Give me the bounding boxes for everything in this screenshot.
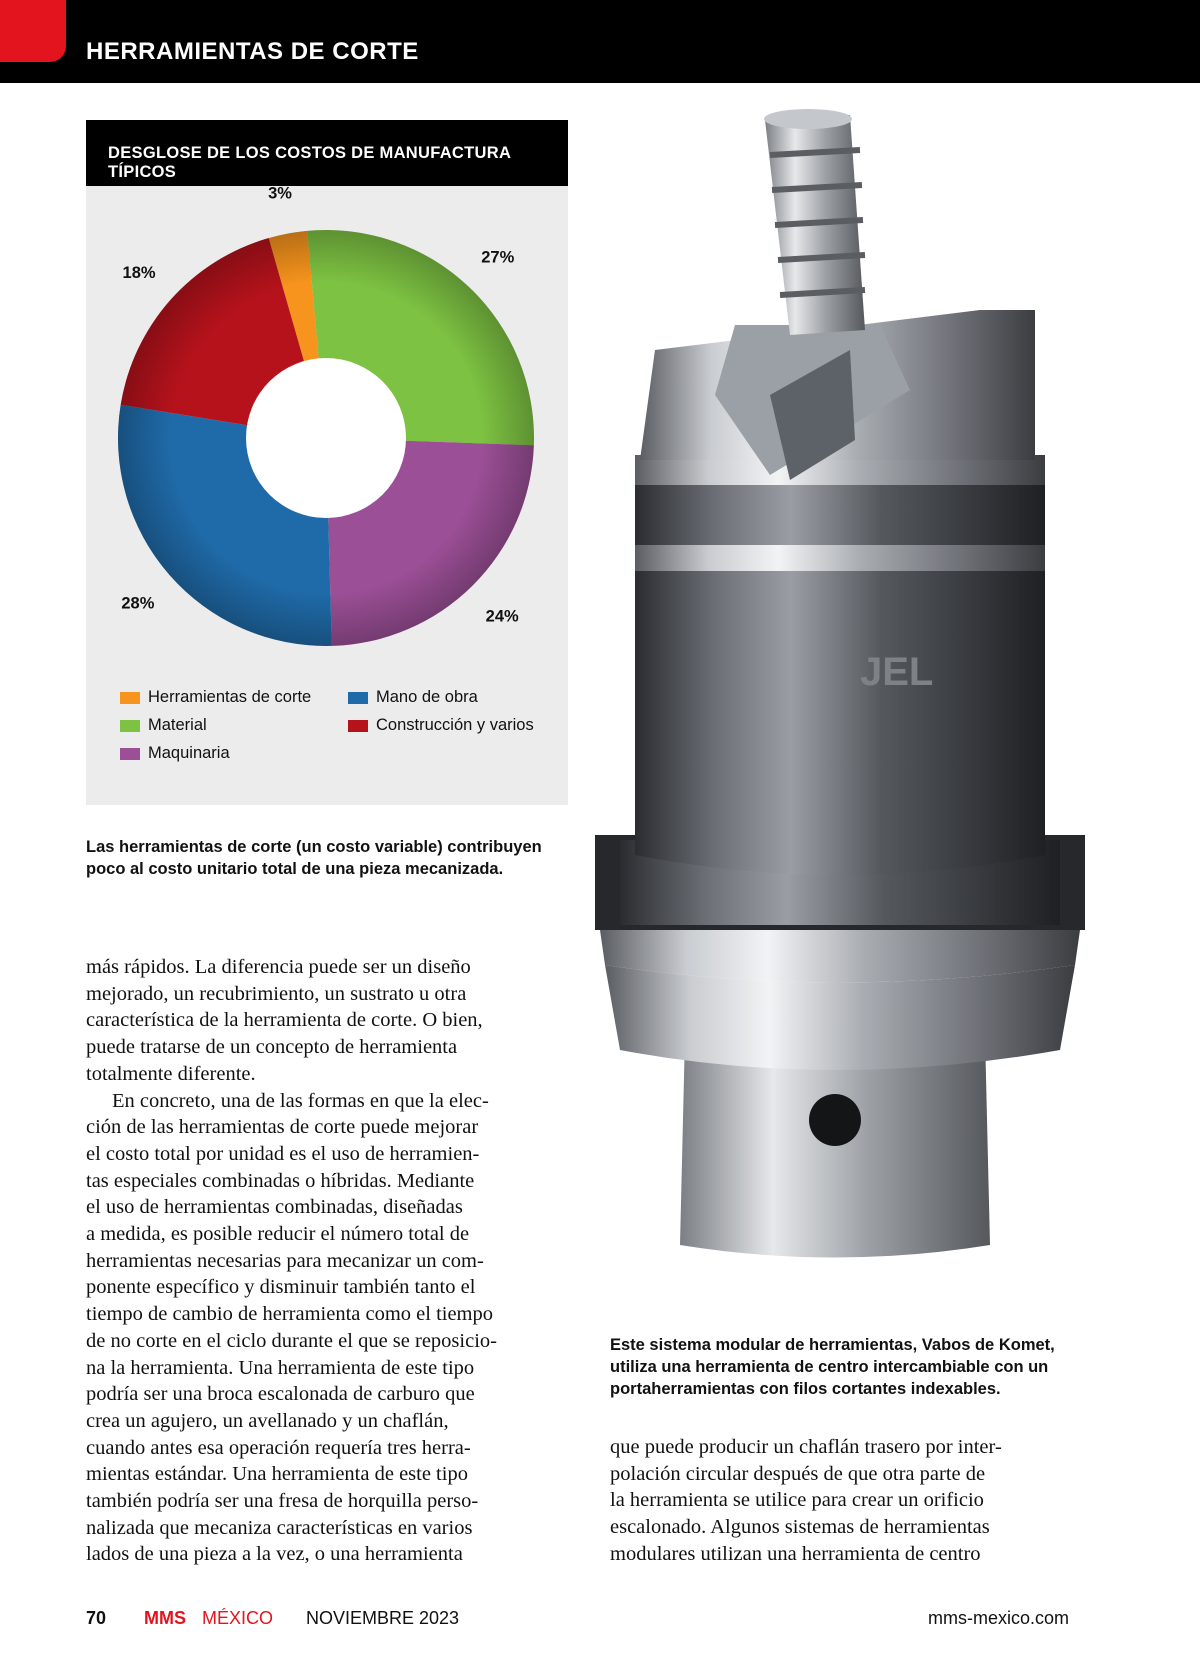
chart-title: DESGLOSE DE LOS COSTOS DE MANUFACTURA TÍPICOS: [86, 120, 568, 186]
text-line: na la herramienta. Una herramienta de este tipo: [86, 1356, 475, 1379]
text-line: el uso de herramientas combinadas, diseñadas: [86, 1196, 463, 1219]
section-color-tab: [0, 0, 66, 62]
slice-label: 28%: [121, 594, 155, 613]
legend-label: Herramientas de corte: [148, 688, 312, 706]
legend-item: [348, 688, 478, 707]
slice-label: 24%: [485, 607, 519, 626]
slice-label: 27%: [481, 248, 515, 267]
footer-brand-bold: MMS: [144, 1608, 186, 1628]
footer-brand-light: MÉXICO: [202, 1608, 274, 1628]
legend-label: Maquinaria: [148, 744, 230, 762]
text-line: característica de la herramienta de corte. O bien,: [86, 1009, 483, 1032]
paragraph: [86, 1088, 566, 1569]
legend-label: Mano de obra: [376, 688, 478, 706]
page-number: 70: [86, 1608, 107, 1628]
legend-item: [120, 688, 311, 707]
chart-caption: Las herramientas de corte (un costo variable) contribuyen poco al costo unitario total de una pieza mecanizada.: [86, 838, 542, 878]
text-line: polación circular después de que otra parte de: [610, 1462, 986, 1485]
text-line: que puede producir un chaflán trasero por inter-: [610, 1436, 1002, 1458]
text-line: puede tratarse de un concepto de herramienta: [86, 1036, 458, 1059]
legend-label: Construcción y varios: [376, 716, 534, 734]
text-line: ponente específico y disminuir también tanto el: [86, 1276, 476, 1299]
legend-swatch: [120, 748, 140, 760]
slice-label: 3%: [268, 184, 292, 203]
text-line: tiempo de cambio de herramienta como el tiempo: [86, 1303, 494, 1326]
legend-swatch: [120, 692, 140, 704]
text-line: lados de una pieza a la vez, o una herramienta: [86, 1543, 463, 1566]
legend-label: Material: [148, 716, 207, 734]
text-line: tas especiales combinadas o híbridas. Mediante: [86, 1169, 475, 1192]
text-line: nalizada que mecaniza características en varios: [86, 1516, 473, 1539]
text-line: más rápidos. La diferencia puede ser un diseño: [86, 956, 471, 978]
paragraph: [86, 954, 566, 1088]
legend-item: [120, 744, 230, 763]
section-title: HERRAMIENTAS DE CORTE: [86, 38, 419, 65]
modular-tool-holder-image: [590, 95, 1090, 1265]
legend-item: [120, 716, 207, 735]
text-line: totalmente diferente.: [86, 1062, 256, 1085]
tool-holder-illustration: [590, 95, 1090, 1265]
brand-engraving: JEL: [860, 650, 934, 694]
legend-swatch: [348, 720, 368, 732]
text-line: modulares utilizan una herramienta de centro: [610, 1542, 981, 1565]
text-line: ción de las herramientas de corte puede mejorar: [86, 1116, 479, 1139]
legend-swatch: [348, 692, 368, 704]
right-article-column: [610, 1434, 1090, 1568]
left-article-column: [86, 954, 566, 1568]
text-line: crea un agujero, un avellanado y un chaflán,: [86, 1409, 449, 1432]
footer-issue: NOVIEMBRE 2023: [306, 1608, 460, 1628]
text-line: En concreto, una de las formas en que la elec-: [112, 1089, 489, 1112]
legend-swatch: [120, 720, 140, 732]
text-line: cuando antes esa operación requería tres herra-: [86, 1436, 471, 1459]
cost-breakdown-chart-panel: [86, 120, 568, 805]
text-line: escalonado. Algunos sistemas de herramientas: [610, 1516, 990, 1539]
donut-hole: [246, 358, 406, 518]
slice-label: 18%: [122, 264, 156, 283]
photo-caption: Este sistema modular de herramientas, Vabos de Komet, utiliza una herramienta de centro intercambiable con un portaherramientas con filos cortantes indexables.: [610, 1336, 1055, 1398]
text-line: también podría ser una fresa de horquilla perso-: [86, 1490, 479, 1513]
text-line: podría ser una broca escalonada de carburo que: [86, 1383, 475, 1406]
text-line: el costo total por unidad es el uso de herramien-: [86, 1142, 480, 1165]
legend-item: [348, 716, 534, 735]
footer-url: mms-mexico.com: [928, 1608, 1070, 1628]
text-line: a medida, es posible reducir el número total de: [86, 1223, 470, 1246]
text-line: de no corte en el ciclo durante el que se reposicio-: [86, 1329, 497, 1352]
text-line: herramientas necesarias para mecanizar un com-: [86, 1249, 484, 1272]
text-line: la herramienta se utilice para crear un orificio: [610, 1489, 984, 1512]
text-line: mientas estándar. Una herramienta de este tipo: [86, 1463, 468, 1486]
text-line: mejorado, un recubrimiento, un sustrato u otra: [86, 982, 467, 1005]
